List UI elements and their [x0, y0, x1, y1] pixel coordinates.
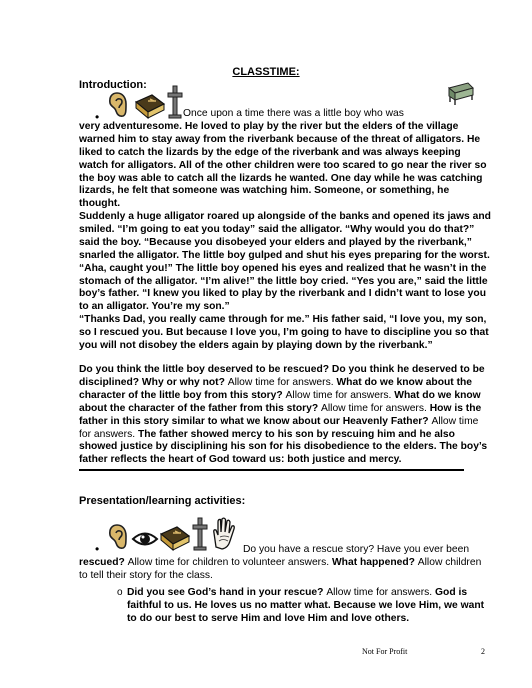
- page-title: CLASSTIME:: [232, 66, 300, 78]
- bold-run: What do we know about the character of the little boy from this story?: [79, 376, 473, 401]
- footer-text: Not For Profit: [362, 647, 408, 656]
- plain-run: Allow time for answers.: [79, 415, 479, 440]
- plain-run: Allow children to tell their story for the class.: [79, 556, 482, 581]
- rescue-first-line: Do you have a rescue story? Have you ever been: [243, 544, 470, 555]
- horizontal-divider: [79, 469, 464, 471]
- sub-bullet-text: [127, 587, 484, 624]
- bold-run: The father showed mercy to his son by rescuing him and he also showed justice by disciplining his son for his disobedience to the elders. The boy’s father reflects the heart of God toward us: both justice and mercy.: [79, 428, 488, 466]
- bold-run: What do we know about the character of the father from this story?: [79, 389, 481, 414]
- sub-bullet-paragraph: [127, 587, 487, 626]
- plain-run: Allow time for answers.: [326, 587, 436, 598]
- plain-run: Allow time for answers.: [285, 389, 395, 401]
- sofa-icon: [446, 80, 476, 106]
- story-paragraph-3: [79, 314, 491, 353]
- story-paragraph-2: [79, 211, 491, 314]
- story-body: very adventuresome. He loved to play by the river but the elders of the village warned him to stay away from the riverbank because of the threat of alligators. He liked to catch the lizards by the edge of the riverbank and was always keeping watch for alligators. All of the other children were too scared to go near the river so the boy was able to catch all the lizards he wanted. One day while he was catching lizards, he felt that someone was watching him. Someone, or something, he thought.: [79, 120, 487, 210]
- bold-run: rescued?: [79, 556, 128, 568]
- rescue-paragraph: [79, 544, 491, 583]
- presentation-heading: Presentation/learning activities:: [79, 495, 246, 507]
- story-body-3: “Thanks Dad, you really came through for me.” His father said, “I love you, my son, so I rescued you. But because I love you, I’m going to have to discipline you so that you will not disobey the elders again by playing down by the riverbank.”: [79, 314, 489, 351]
- story-body-2: Suddenly a huge alligator roared up alongside of the banks and opened its jaws and smiled. “I’m going to eat you today” said the alligator. “Why would you do that?” said the boy. “Because you disobeyed your elders and played by the riverbank,” snarled the alligator. The little boy gulped and shut his eyes preparing for the worst. “Aha, caught you!” The little boy opened his eyes and realized that he wasn’t in the stomach of the alligator. “I’m alive!” the little boy cried. “Yes you are,” said the little boy’s father. “I knew you liked to play by the riverbank and I didn’t want to lose you to an alligator. You’re my son.”: [79, 211, 491, 313]
- plain-run: Allow time for answers.: [227, 376, 337, 388]
- bullet: •: [95, 542, 100, 556]
- intro-heading: Introduction:: [79, 79, 147, 91]
- page-number: 2: [481, 647, 485, 656]
- story-first-line: Once upon a time there was a little boy who was: [183, 108, 404, 119]
- bold-run: How is the father in this story similar to what we know about our Heavenly Father?: [79, 402, 482, 427]
- bold-run: Did you see God’s hand in your rescue?: [127, 587, 327, 598]
- story-paragraph: [79, 108, 491, 211]
- discussion-paragraph: [79, 364, 491, 467]
- discussion-text: [79, 364, 487, 465]
- rescue-text: [79, 557, 481, 581]
- bold-run: What happened?: [331, 556, 418, 568]
- plain-run: Allow time for children to volunteer answers.: [127, 556, 332, 568]
- sub-bullet-marker: o: [117, 587, 123, 598]
- bold-run: God is faithful to us. He loves us no matter what. Because we love Him, we want to do our best to serve Him and love Him and love others.: [127, 587, 485, 624]
- plain-run: Allow time for answers.: [321, 402, 430, 414]
- bold-run: Do you think the little boy deserved to be rescued? Do you think he deserved to be disciplined? Why or why not?: [79, 364, 485, 388]
- bullet: •: [95, 110, 100, 124]
